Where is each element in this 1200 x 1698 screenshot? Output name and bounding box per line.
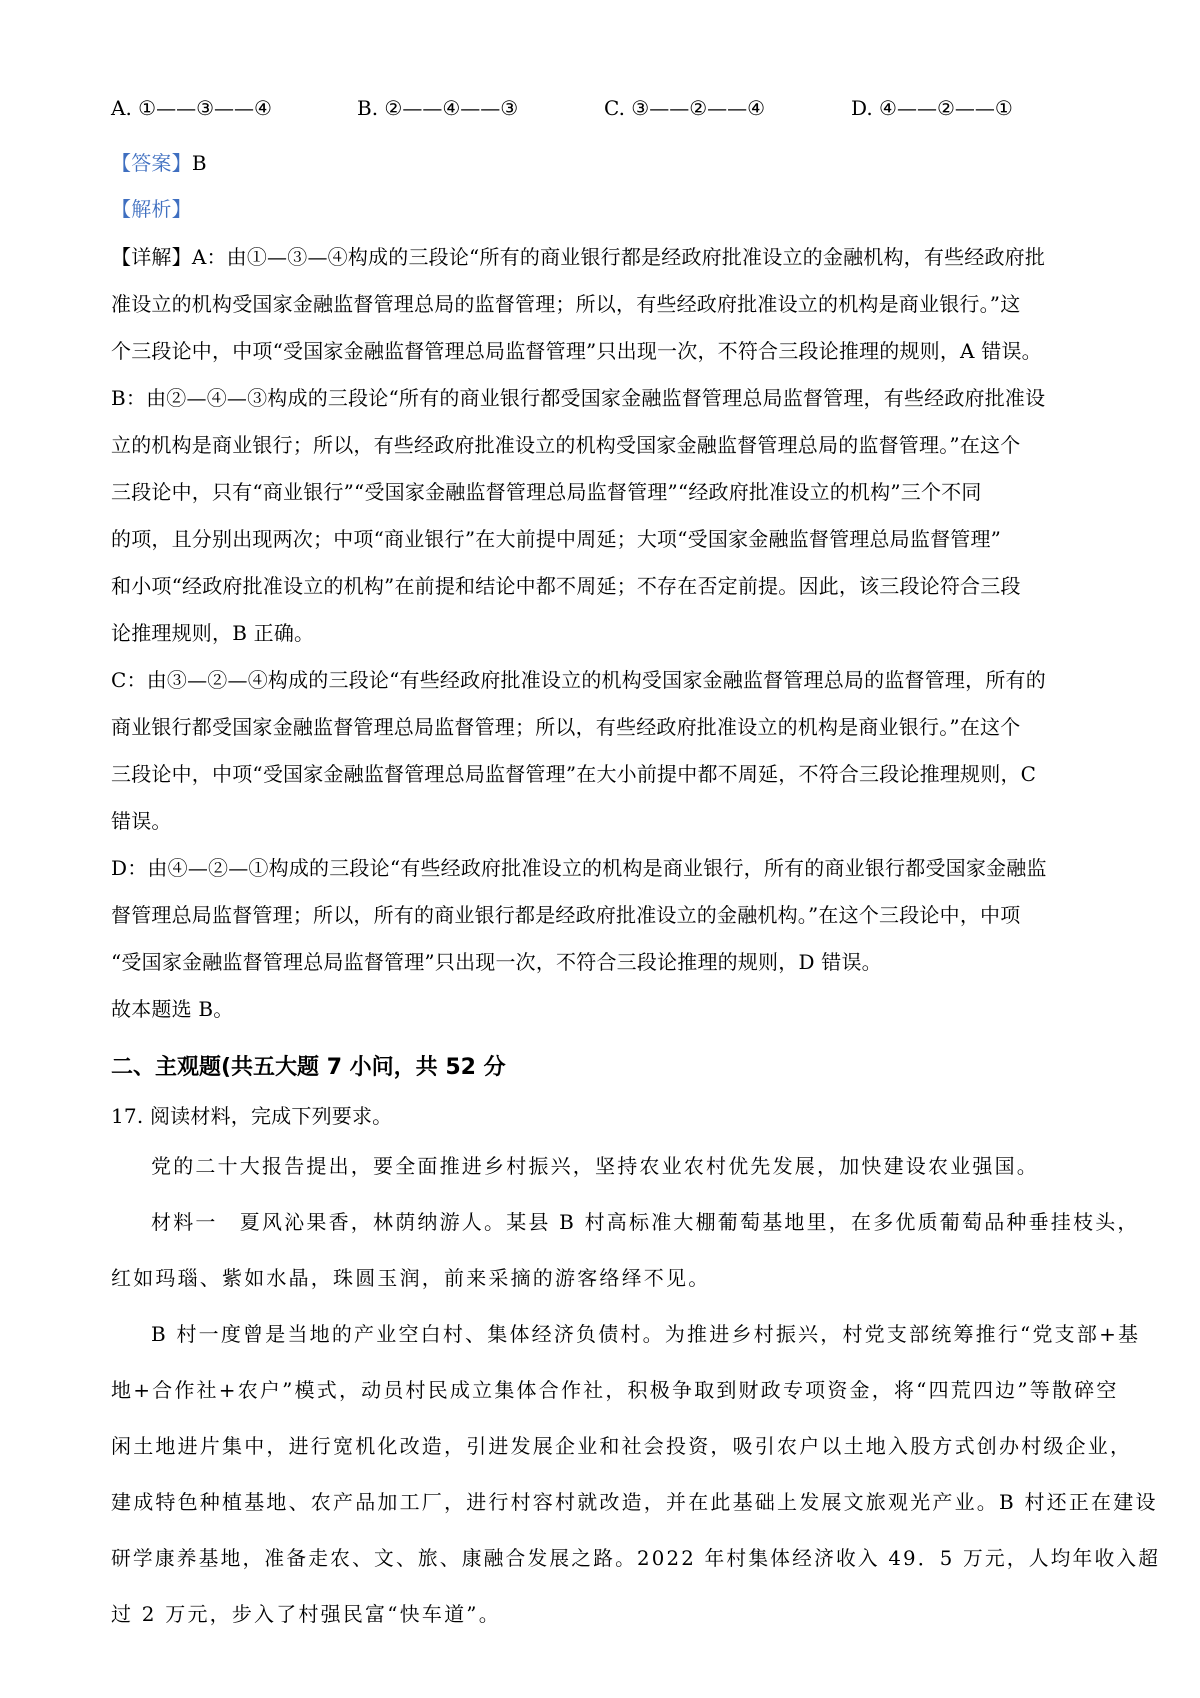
option-b: B. ②——④——③ (357, 96, 519, 120)
answer-value: B (191, 151, 207, 175)
material-line-2: 红如玛瑙、紫如水晶，珠圆玉润，前来采摘的游客络绎不见。 (111, 1266, 711, 1290)
material-intro: 党的二十大报告提出，要全面推进乡村振兴，坚持农业农村优先发展，加快建设农业强国。 (151, 1154, 1039, 1178)
answer-line (111, 140, 1101, 187)
detail-line-13: 错误。 (111, 809, 172, 833)
detail-line-7: 的项，且分别出现两次；中项“商业银行”在大前提中周延；大项“受国家金融监督管理总局监督管理” (111, 527, 1002, 551)
material-line-5: 闲土地进片集中，进行宽机化改造，引进发展企业和社会投资，吸引农户以土地入股方式创办村级企业， (111, 1434, 1133, 1458)
option-a: A. ①——③——④ (111, 96, 272, 120)
detail-line-16: “受国家金融监督管理总局监督管理”只出现一次，不符合三段论推理的规则，D 错误。 (111, 950, 882, 974)
conclusion-line: 故本题选 B。 (111, 997, 234, 1021)
option-c: C. ③——②——④ (604, 96, 766, 120)
section-heading: 二、主观题(共五大题 7 小问，共 52 分 (111, 1055, 506, 1080)
detail-line-8: 和小项“经政府批准设立的机构”在前提和结论中都不周延；不存在否定前提。因此，该三段论符合三段 (111, 574, 1021, 598)
material-line-3: B 村一度曾是当地的产业空白村、集体经济负债村。为推进乡村振兴，村党支部统筹推行“党支部+基 (151, 1322, 1141, 1346)
question-stem: 17. 阅读材料，完成下列要求。 (111, 1104, 393, 1128)
detail-line-1 (111, 234, 1101, 281)
analysis-line (111, 186, 1101, 233)
detail-line-12: 三段论中，中项“受国家金融监督管理总局监督管理”在大小前提中都不周延，不符合三段论推理规则，C (111, 762, 1037, 786)
detail-tag: 【详解】 (111, 245, 192, 269)
material-line-1: 材料一 夏风沁果香，林荫纳游人。某县 B 村高标准大棚葡萄基地里，在多优质葡萄品种垂挂枝头， (151, 1210, 1140, 1234)
material-line-4: 地+合作社+农户”模式，动员村民成立集体合作社，积极争取到财政专项资金，将“四荒四边”等散碎空 (111, 1378, 1119, 1402)
detail-line-10: C：由③—②—④构成的三段论“有些经政府批准设立的机构受国家金融监督管理总局的监督管理，所有的 (111, 668, 1046, 692)
analysis-tag: 【解析】 (111, 197, 192, 221)
material-line-8: 过 2 万元，步入了村强民富“快车道”。 (111, 1602, 501, 1626)
answer-tag: 【答案】 (111, 151, 192, 175)
detail-line-5: 立的机构是商业银行；所以，有些经政府批准设立的机构受国家金融监督管理总局的监督管理。”在这个 (111, 433, 1021, 457)
material-line-7: 研学康养基地，准备走农、文、旅、康融合发展之路。2022 年村集体经济收入 49．5 万元，人均年收入超 (111, 1547, 1161, 1570)
material-line-6: 建成特色种植基地、农产品加工厂，进行村容村就改造，并在此基础上发展文旅观光产业。B 村还正在建设 (111, 1490, 1158, 1514)
detail-text: A：由①—③—④构成的三段论“所有的商业银行都是经政府批准设立的金融机构，有些经政府批 (191, 245, 1046, 269)
detail-line-9: 论推理规则，B 正确。 (111, 621, 315, 645)
detail-line-4: B：由②—④—③构成的三段论“所有的商业银行都受国家金融监督管理总局监督管理，有些经政府批准设 (111, 386, 1046, 410)
detail-line-3: 个三段论中，中项“受国家金融监督管理总局监督管理”只出现一次，不符合三段论推理的规则，A 错误。 (111, 339, 1042, 363)
detail-line-14: D：由④—②—①构成的三段论“有些经政府批准设立的机构是商业银行，所有的商业银行都受国家金融监 (111, 856, 1047, 880)
detail-line-2: 准设立的机构受国家金融监督管理总局的监督管理；所以，有些经政府批准设立的机构是商业银行。”这 (111, 292, 1021, 316)
option-d: D. ④——②——① (851, 96, 1013, 120)
detail-line-11: 商业银行都受国家金融监督管理总局监督管理；所以，有些经政府批准设立的机构是商业银行。”在这个 (111, 715, 1021, 739)
detail-line-6: 三段论中，只有“商业银行”“受国家金融监督管理总局监督管理”“经政府批准设立的机构”三个不同 (111, 480, 982, 504)
detail-line-15: 督管理总局监督管理；所以，所有的商业银行都是经政府批准设立的金融机构。”在这个三段论中，中项 (111, 903, 1021, 927)
